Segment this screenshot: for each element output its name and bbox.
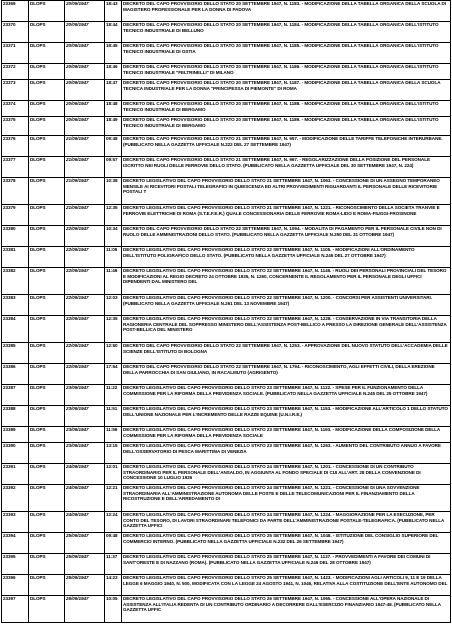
- record-number: 23372: [2, 64, 29, 80]
- record-time: 12:35: [105, 205, 122, 226]
- record-number: 23386: [2, 364, 29, 385]
- record-description: DECRETO LEGISLATIVO DEL CAPO PROVVISORIO DELLO STATO 21 SETTEMBRE 1947, N. 1221. - RICONOSCIMENTO DELLA SOCIETA TRANVIE E FERROVIE ELETTRICHE DI ROMA (S.T.E.F.E.R.) QUALE CONCESSIONARIA DELLE FERROVIE ROMA-LIDO E ROMA-FIUGGI-FROSINONE: [122, 205, 451, 226]
- record-type: DLOPS: [29, 364, 65, 385]
- record-description: DECRETO DEL CAPO PROVVISORIO DELLO STATO 20 SETTEMBRE 1947, N. 1183. - MODIFICAZIONE DELLA TABELLA ORGANICA DELLA SCUOLA DI MAGISTERO PROFESSIONALE PER LA DONNA DI PADOVA: [122, 1, 451, 22]
- record-date: 22/09/1947: [65, 226, 105, 247]
- record-date: 22/09/1947: [65, 295, 105, 316]
- record-time: 09:57: [105, 157, 122, 178]
- record-type: DLOPS: [29, 295, 65, 316]
- record-type: DLOPS: [29, 43, 65, 64]
- table-row: [2, 512, 451, 533]
- record-type: DLOPS: [29, 512, 65, 533]
- record-date: 24/09/1947: [65, 512, 105, 533]
- record-description: DECRETO LEGISLATIVO DEL CAPO PROVVISORIO DELLO STATO 23 SETTEMBRE 1947, N. 1263. - AUMENTO DEL CONTRIBUTO ANNUO A FAVORE DELL'OSSERVATORIO DI PESCA MARITTIMA DI VENEZIA: [122, 443, 451, 464]
- record-description: DECRETO LEGISLATIVO DEL CAPO PROVVISORIO DELLO STATO 24 SETTEMBRE 1947, N. 1201. - CONCESSIONE DI UN CONTRIBUTO STRAORDINARIO PER IL PERSONALE DELL'ANSALDO, IN AGGIUNTA AL FONDO SPECIALE DI CUI ALL'ART. 28 DELLA CONVENZIONE DI CONCESSIONE 10 LUGLIO 1926: [122, 464, 451, 485]
- record-number: 23377: [2, 157, 29, 178]
- record-date: 25/09/1947: [65, 575, 105, 596]
- record-date: 26/09/1947: [65, 596, 105, 623]
- record-type: DLOPS: [29, 80, 65, 101]
- record-description: DECRETO LEGISLATIVO DEL CAPO PROVVISORIO DELLO STATO 24 SETTEMBRE 1947, N. 1224. - MAGGIORAZIONE PER LA ESECUZIONE, PER CONTO DEL TESORO, DI LAVORI STRAORDINARI TELEFONICI DA PARTE DELL'AMMINISTRAZIONE POSTALE-TELEGRAFICA. (PUBBLICATO NELLA GAZZETTA UFFICI: [122, 512, 451, 533]
- record-time: 10:38: [105, 178, 122, 205]
- record-time: 11:51: [105, 406, 122, 427]
- record-date: 23/09/1947: [65, 427, 105, 443]
- record-description: DECRETO LEGISLATIVO DEL CAPO PROVVISORIO DELLO STATO 23 SETTEMBRE 1947, N. 1153. - MODIFICAZIONE ALL'ARTICOLO 1 DELLO STATUTO DELL'UNIONE NAZIONALE PER L'INCREMENTO DELLE RAZZE EQUINE (U.N.I.R.E.): [122, 406, 451, 427]
- record-description: DECRETO DEL CAPO PROVVISORIO DELLO STATO 22 SETTEMBRE 1947, N. 1094. - MODALITA DI PAGAMENTO PER IL PERSONALE CIVILE NON DI RUOLO DELLE AMMINISTRAZIONI DELLO STATO. (PUBBLICATO NELLA GAZZETTA UFFICIALE N.250 DEL 31 OTTOBRE 1947): [122, 226, 451, 247]
- record-number: 23375: [2, 117, 29, 136]
- record-time: 18:47: [105, 80, 122, 101]
- record-description: DECRETO DEL CAPO PROVVISORIO DELLO STATO 20 SETTEMBRE 1947, N. 1186. - MODIFICAZIONE DELLA TABELLA ORGANICA DELL'ISTITUTO TECNICO INDUSTRIALE "FELTRINELLI" DI MILANO: [122, 64, 451, 80]
- record-description: DECRETO DEL CAPO PROVVISORIO DELLO STATO 20 SETTEMBRE 1947, N. 1188. - MODIFICAZIONE DELLA TABELLA ORGANICA DELL'ISTITUTO TECNICO INDUSTRIALE DI BERGAMO: [122, 101, 451, 117]
- record-date: 20/09/1947: [65, 43, 105, 64]
- record-type: DLOPS: [29, 554, 65, 575]
- record-date: 22/09/1947: [65, 247, 105, 268]
- table-row: [2, 43, 451, 64]
- record-number: 23370: [2, 22, 29, 43]
- table-row: [2, 316, 451, 343]
- record-date: 20/09/1947: [65, 117, 105, 136]
- document-page: [1, 0, 451, 635]
- record-type: DLOPS: [29, 596, 65, 623]
- table-row: [2, 427, 451, 443]
- table-row: [2, 136, 451, 157]
- record-time: 11:59: [105, 427, 122, 443]
- record-date: 21/09/1947: [65, 178, 105, 205]
- record-number: 23397: [2, 596, 29, 623]
- record-type: DLOPS: [29, 226, 65, 247]
- table-row: [2, 385, 451, 406]
- record-description: DECRETO LEGISLATIVO DEL CAPO PROVVISORIO DELLO STATO 22 SETTEMBRE 1947, N. 1200. - CONCORSI PER ASSISTENTI UNIVERSITARI. (PUBBLICATO NELLA GAZZETTA UFFICIALE N.261 DEL 13 NOVEMBRE 1947): [122, 295, 451, 316]
- table-row: [2, 343, 451, 364]
- record-number: 23385: [2, 343, 29, 364]
- record-time: 18:46: [105, 64, 122, 80]
- record-number: 23380: [2, 226, 29, 247]
- record-description: DECRETO DEL CAPO PROVVISORIO DELLO STATO 20 SETTEMBRE 1947, N. 1189. - MODIFICAZIONE DELLA TABELLA ORGANICA DELL'ISTITUTO TECNICO INDUSTRIALE DI BERGAMO: [122, 117, 451, 136]
- table-row: [2, 22, 451, 43]
- record-date: 20/09/1947: [65, 64, 105, 80]
- record-description: DECRETO DEL CAPO PROVVISORIO DELLO STATO 20 SETTEMBRE 1947, N. 1184. - MODIFICAZIONE DELLA TABELLA ORGANICA DELL'ISTITUTO TECNICO INDUSTRIALE DI BELLUNO: [122, 22, 451, 43]
- record-time: 18:44: [105, 22, 122, 43]
- record-time: 12:03: [105, 295, 122, 316]
- record-time: 12:35: [105, 316, 122, 343]
- record-time: 14:23: [105, 575, 122, 596]
- table-row: [2, 226, 451, 247]
- record-type: DLOPS: [29, 205, 65, 226]
- record-type: DLOPS: [29, 464, 65, 485]
- record-time: 18:43: [105, 1, 122, 22]
- record-description: DECRETO LEGISLATIVO DEL CAPO PROVVISORIO DELLO STATO 23 SETTEMBRE 1947, N. 1122. - SPESE PER IL FUNZIONAMENTO DELLA COMMISSIONE PER LA RIFORMA DELLA PREVIDENZA SOCIALE. (PUBBLICATO NELLA GAZZETTA UFFICIALE N.245 DEL 25 OTTOBRE 1947): [122, 385, 451, 406]
- record-number: 23394: [2, 533, 29, 554]
- record-description: DECRETO DEL CAPO PROVVISORIO DELLO STATO 20 SETTEMBRE 1947, N. 1187. - MODIFICAZIONE DELLA TABELLA ORGANICA DELLA SCUOLA TECNICA INDUSTRIALE PER LA DONNA "PRINCIPESSA DI PIEMONTE" DI ROMA: [122, 80, 451, 101]
- record-number: 23384: [2, 316, 29, 343]
- record-date: 20/09/1947: [65, 101, 105, 117]
- record-type: DLOPS: [29, 406, 65, 427]
- record-date: 24/09/1947: [65, 464, 105, 485]
- table-row: [2, 364, 451, 385]
- record-type: DLOPS: [29, 117, 65, 136]
- record-time: 13:15: [105, 443, 122, 464]
- record-number: 23383: [2, 295, 29, 316]
- record-number: 23392: [2, 485, 29, 512]
- record-type: DLOPS: [29, 1, 65, 22]
- record-time: 09:48: [105, 533, 122, 554]
- record-date: 21/09/1947: [65, 136, 105, 157]
- record-time: 10:34: [105, 226, 122, 247]
- record-description: DECRETO LEGISLATIVO DEL CAPO PROVVISORIO DELLO STATO 26 SETTEMBRE 1947, N. 1065. - CONCESSIONE ALL'OPERA NAZIONALE DI ASSISTENZA ALL'ITALIA REDENTA DI UN CONTRIBUTO ORDINARIO A DECORRERE DALL'ESERCIZIO FINANZIARIO 1947-48. (PUBBLICATO NELLA GAZZETTA UFFIC: [122, 596, 451, 623]
- record-time: 11:22: [105, 385, 122, 406]
- record-time: 09:48: [105, 136, 122, 157]
- table-row: [2, 406, 451, 427]
- record-type: DLOPS: [29, 443, 65, 464]
- record-date: 22/09/1947: [65, 343, 105, 364]
- record-type: DLOPS: [29, 247, 65, 268]
- record-time: 11:37: [105, 554, 122, 575]
- record-number: 23389: [2, 427, 29, 443]
- record-number: 23396: [2, 575, 29, 596]
- record-time: 18:49: [105, 117, 122, 136]
- record-date: 21/09/1947: [65, 157, 105, 178]
- record-type: DLOPS: [29, 157, 65, 178]
- table-row: [2, 485, 451, 512]
- record-number: 23374: [2, 101, 29, 117]
- record-number: 23387: [2, 385, 29, 406]
- table-row: [2, 64, 451, 80]
- record-description: DECRETO DEL CAPO PROVVISORIO DELLO STATO 20 SETTEMBRE 1947, N. 1185. - MODIFICAZIONE DELLA TABELLA ORGANICA DELL'ISTITUTO TECNICO INDUSTRIALE DI OSTIA: [122, 43, 451, 64]
- table-row: [2, 295, 451, 316]
- record-date: 20/09/1947: [65, 22, 105, 43]
- record-time: 12:24: [105, 512, 122, 533]
- record-date: 22/09/1947: [65, 268, 105, 295]
- record-description: DECRETO LEGISLATIVO DEL CAPO PROVVISORIO DELLO STATO 25 SETTEMBRE 1947, N. 1137. - PROVVEDIMENTI A FAVORE DEI COMUNI DI SANT'ORESTE E DI NAZZANO (ROMA). (PUBBLICATO NELLA GAZZETTA UFFICIALE N.246 DEL 28 OTTOBRE 1947): [122, 554, 451, 575]
- record-number: 23395: [2, 554, 29, 575]
- table-row: [2, 1, 451, 22]
- table-row: [2, 117, 451, 136]
- record-number: 23373: [2, 80, 29, 101]
- table-row: [2, 554, 451, 575]
- record-time: 12:01: [105, 464, 122, 485]
- record-date: 21/09/1947: [65, 205, 105, 226]
- table-row: [2, 101, 451, 117]
- record-date: 23/09/1947: [65, 443, 105, 464]
- table-row: [2, 464, 451, 485]
- table-row: [2, 205, 451, 226]
- record-date: 20/09/1947: [65, 80, 105, 101]
- record-time: 11:46: [105, 268, 122, 295]
- record-description: DECRETO DEL CAPO PROVVISORIO DELLO STATO 21 SETTEMBRE 1947, N. 957. - MODIFICAZIONE DELLE TARIFFE TELEFONICHE INTERURBANE. (PUBBLICATO NELLA GAZZETTA UFFICIALE N.222 DEL 27 SETTEMBRE 1947): [122, 136, 451, 157]
- record-number: 23376: [2, 136, 29, 157]
- record-type: DLOPS: [29, 178, 65, 205]
- decree-register-table: [1, 0, 451, 623]
- record-type: DLOPS: [29, 343, 65, 364]
- record-description: DECRETO LEGISLATIVO DEL CAPO PROVVISORIO DELLO STATO 24 SETTEMBRE 1947, N. 1221. - CONCESSIONE DI UNA SOVVENZIONE STRAORDINARIA ALL'AMMINISTRAZIONE AUTONOMA DELLE POSTE E DELLE TELECOMUNICAZIONI PER IL FINANZIAMENTO DELLA RICOSTRUZIONE E DELL'ARREDAMENTO DI: [122, 485, 451, 512]
- record-date: 24/09/1947: [65, 485, 105, 512]
- record-time: 10:05: [105, 596, 122, 623]
- record-description: DECRETO LEGISLATIVO DEL CAPO PROVVISORIO DELLO STATO 22 SETTEMBRE 1947, N. 1228. - CONSERVAZIONE IN VIA TRANSITORIA DELLA RAGIONERIA CENTRALE DEL SOPPRESSO MINISTERO DELL'ASSISTENZA POST-BELLICO A PRESSO LA DIREZIONE GENERALE DELL'ASSISTENZA POST-BELLICA DEL MINISTERO: [122, 316, 451, 343]
- record-number: 23369: [2, 1, 29, 22]
- table-row: [2, 268, 451, 295]
- record-time: 18:48: [105, 101, 122, 117]
- record-number: 23390: [2, 443, 29, 464]
- record-time: 11:05: [105, 247, 122, 268]
- record-date: 23/09/1947: [65, 406, 105, 427]
- record-number: 23371: [2, 43, 29, 64]
- record-number: 23393: [2, 512, 29, 533]
- record-number: 23391: [2, 464, 29, 485]
- record-number: 23382: [2, 268, 29, 295]
- record-date: 25/09/1947: [65, 533, 105, 554]
- record-description: DECRETO DEL CAPO PROVVISORIO DELLO STATO 21 SETTEMBRE 1947, N. 967. - REGOLARIZZAZIONE DELLA POSIZIONE DEL PERSONALE ISCRITTO NEI RUOLI DELLE FERROVIE DELLO STATO. (PUBBLICATO NELLA GAZZETTA UFFICIALE DEL 30 SETTEMBRE 1947, N. 224): [122, 157, 451, 178]
- record-date: 22/09/1947: [65, 316, 105, 343]
- record-type: DLOPS: [29, 485, 65, 512]
- record-time: 12:50: [105, 343, 122, 364]
- record-time: 17:54: [105, 364, 122, 385]
- record-time: 12:21: [105, 485, 122, 512]
- record-description: DECRETO DEL CAPO PROVVISORIO DELLO STATO 22 SETTEMBRE 1947, N. 1794. - RICONOSCIMENTO, AGLI EFFETTI CIVILI, DELLA EREZIONE DELLA PARROCCHIA DI SAN GIULIANO, IN RACALMUTO (AGRIGENTO): [122, 364, 451, 385]
- table-row: [2, 247, 451, 268]
- record-type: DLOPS: [29, 427, 65, 443]
- table-row: [2, 178, 451, 205]
- record-description: DECRETO LEGISLATIVO DEL CAPO PROVVISORIO DELLO STATO 25 SETTEMBRE 1947, N. 1423. - MODIFICAZIONI AGLI ARTICOLI 9, 11 E 19 DELLA LEGGE 6 MAGGIO 1940, N. 500, MODIFICATA CON LA LEGGE 24 AGOSTO 1941, N. 1046, RELATIVA ALLA COSTITUZIONE DELL'ENTE AUTONOMO DEL: [122, 575, 451, 596]
- record-type: DLOPS: [29, 385, 65, 406]
- record-description: DECRETO LEGISLATIVO DEL CAPO PROVVISORIO DELLO STATO 25 SETTEMBRE 1947, N. 1048. - ISTITUZIONE DEL CONSIGLIO SUPERIORE DEL COMMERCIO INTERNO. (PUBBLICATO NELLA GAZZETTA UFFICIALE N.232 DEL 26 SETTEMBRE 1947): [122, 533, 451, 554]
- record-description: DECRETO LEGISLATIVO DEL CAPO PROVVISORIO DELLO STATO 22 SETTEMBRE 1947, N. 1105. - MODIFICAZIONI ALL'ORDINAMENTO DELL'ISTITUTO POLIGRAFICO DELLO STATO. (PUBBLICATO NELLA GAZZETTA UFFICIALE N.246 DEL 27 OTTOBRE 1947): [122, 247, 451, 268]
- record-type: DLOPS: [29, 136, 65, 157]
- table-row: [2, 443, 451, 464]
- record-number: 23379: [2, 205, 29, 226]
- record-time: 18:45: [105, 43, 122, 64]
- record-date: 20/09/1947: [65, 1, 105, 22]
- record-number: 23378: [2, 178, 29, 205]
- record-type: DLOPS: [29, 575, 65, 596]
- record-type: DLOPS: [29, 22, 65, 43]
- record-description: DECRETO LEGISLATIVO DEL CAPO PROVVISORIO DELLO STATO 23 SETTEMBRE 1947, N. 1193. - MODIFICAZIONE DELLA COMPOSIZIONE DELLA COMMISSIONE PER LA RIFORMA DELLA PREVIDENZA SOCIALE: [122, 427, 451, 443]
- table-row: [2, 596, 451, 623]
- record-date: 25/09/1947: [65, 554, 105, 575]
- table-row: [2, 575, 451, 596]
- record-description: DECRETO LEGISLATIVO DEL CAPO PROVVISORIO DELLO STATO 21 SETTEMBRE 1947, N. 1063. - CONCESSIONE DI UN ASSEGNO TEMPORANEO MENSILE AI RICEVITORI POSTALI TELEGRAFICI IN QUIESCENZA ED ALTRI PROVVEDIMENTI RIGUARDANTI IL PERSONALE DELLE RICEVITORIE POSTALI T: [122, 178, 451, 205]
- table-row: [2, 533, 451, 554]
- record-number: 23381: [2, 247, 29, 268]
- record-date: 22/09/1947: [65, 364, 105, 385]
- record-type: DLOPS: [29, 101, 65, 117]
- record-type: DLOPS: [29, 268, 65, 295]
- decree-register-body: [2, 1, 451, 623]
- table-row: [2, 157, 451, 178]
- record-type: DLOPS: [29, 316, 65, 343]
- record-type: DLOPS: [29, 64, 65, 80]
- record-type: DLOPS: [29, 533, 65, 554]
- record-description: DECRETO LEGISLATIVO DEL CAPO PROVVISORIO DELLO STATO 22 SETTEMBRE 1947, N. 1146. - RUOLI DEI PERSONALI PROVINCIALI DEL TESORO E MODIFICAZIONI AL REGIO DECRETO 24 OTTOBRE 1935, N. 1260, CONCERNENTE IL REGOLAMENTO PER IL PERSONALE DEGLI UFFICI DIPENDENTI DAL MINISTERO DEL: [122, 268, 451, 295]
- record-date: 23/09/1947: [65, 385, 105, 406]
- record-number: 23388: [2, 406, 29, 427]
- record-description: DECRETO DEL CAPO PROVVISORIO DELLO STATO 22 SETTEMBRE 1947, N. 1253. - APPROVAZIONE DEL NUOVO STATUTO DELL'ACCADEMIA DELLE SCIENZE DELL'ISTITUTO DI BOLOGNA: [122, 343, 451, 364]
- table-row: [2, 80, 451, 101]
